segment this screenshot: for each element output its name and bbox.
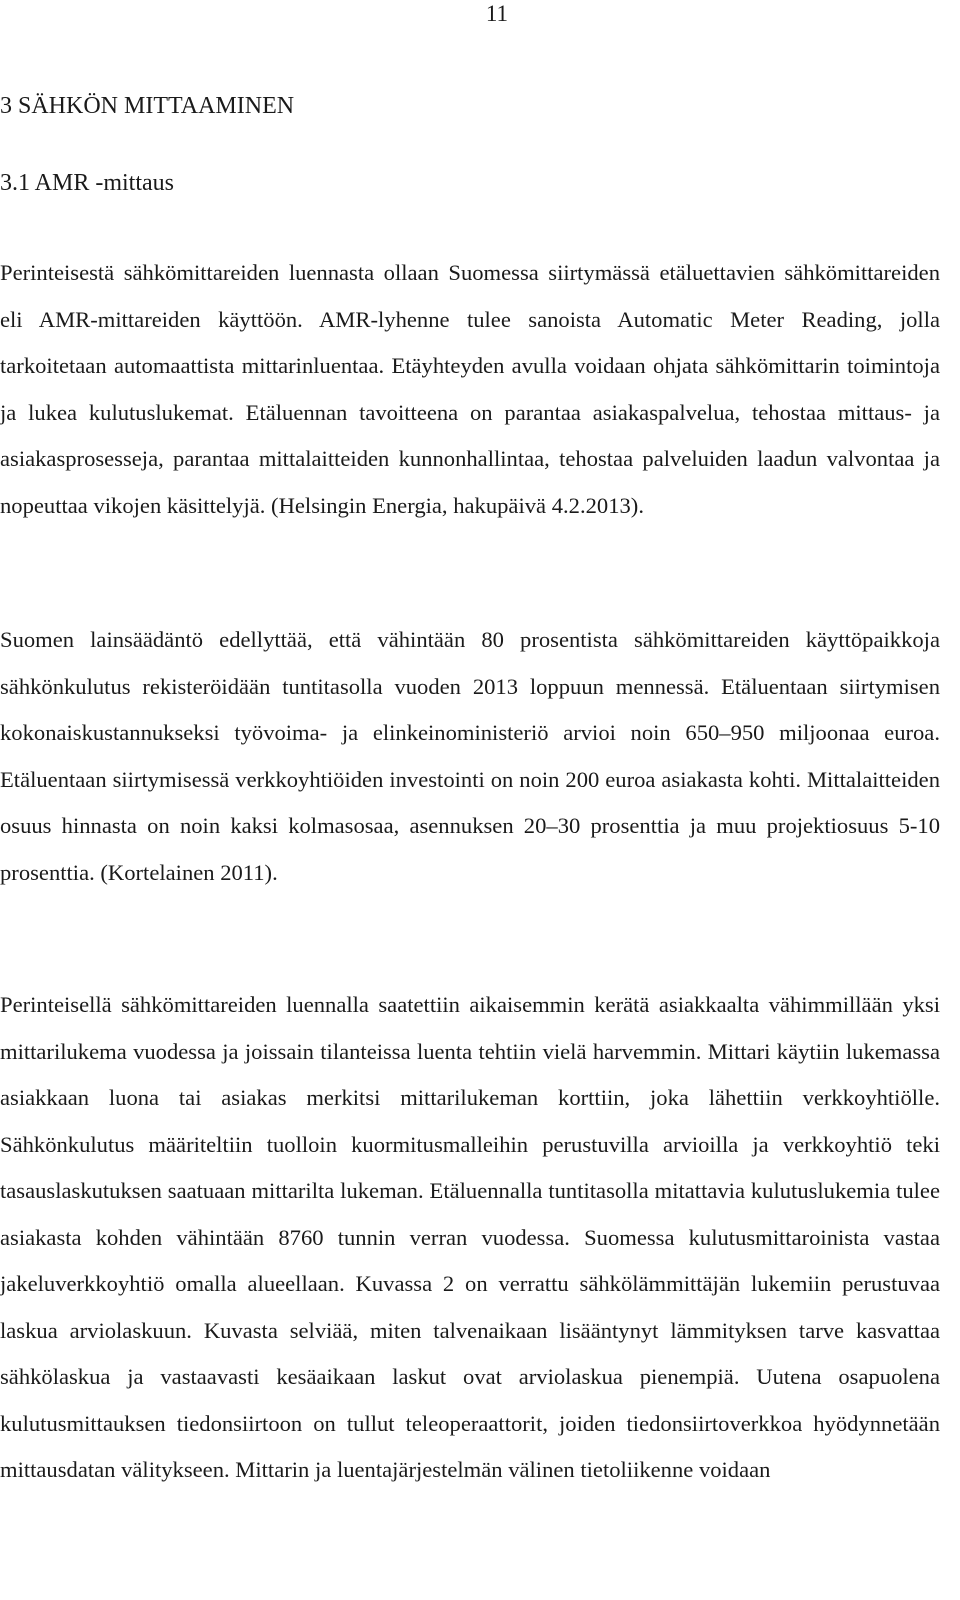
paragraph-amr-intro: Perinteisestä sähkömittareiden luennasta ollaan Suomessa siirtymässä etäluettavien sähkömittareiden eli AMR-mittareiden käyttöön. AMR-lyhenne tulee sanoista Automatic Meter Reading, jolla tarkoitetaan automaattista mittarinluentaa. Etäyhteyden avulla voidaan ohjata sähkömittarin toimintoja ja lukea kulutuslukemat. Etäluennan tavoitteena on parantaa asiakaspalvelua, tehostaa mittaus- ja asiakasprosesseja, parantaa mittalaitteiden kunnonhallintaa, tehostaa palveluiden laadun valvontaa ja nopeuttaa vikojen käsittelyjä. (Helsingin Energia, hakupäivä 4.2.2013). <box>0 260 940 518</box>
section-heading: 3.1 AMR -mittaus <box>0 170 175 196</box>
page-number: 11 <box>485 1 508 26</box>
chapter-heading: 3 SÄHKÖN MITTAAMINEN <box>0 93 295 119</box>
paragraph-traditional-reading: Perinteisellä sähkömittareiden luennalla saatettiin aikaisemmin kerätä asiakkaalta vähimmillään yksi mittarilukema vuodessa ja joissain tilanteissa luenta tehtiin vielä harvemmin. Mittari käytiin lukemassa asiakkaan luona tai asiakas merkitsi mittarilukeman korttiin, joka lähettiin verkkoyhtiölle. Sähkönkulutus määriteltiin tuolloin kuormitusmalleihin perustuvilla arvioilla ja verkkoyhtiö teki tasauslaskutuksen saatuaan mittarilta lukeman. Etäluennalla tuntitasolla mitattavia kulutuslukemia tulee asiakasta kohden vähintään 8760 tunnin verran vuodessa. Suomessa kulutusmittaroinista vastaa jakeluverkkoyhtiö omalla alueellaan. Kuvassa 2 on verrattu sähkölämmittäjän lukemiin perustuvaa laskua arviolaskuun. Kuvasta selviää, miten talvenaikaan lisääntynyt lämmityksen tarve kasvattaa sähkölaskua ja vastaavasti kesäaikaan laskut ovat arviolaskua pienempiä. Uutena osapuolena kulutusmittauksen tiedonsiirtoon on tullut teleoperaattorit, joiden tiedonsiirtoverkkoa hyödynnetään mittausdatan välitykseen. Mittarin ja luentajärjestelmän välinen tietoliikenne voidaan <box>0 992 940 1482</box>
paragraph-legislation: Suomen lainsäädäntö edellyttää, että vähintään 80 prosentista sähkömittareiden käyttöpaikkoja sähkönkulutus rekisteröidään tuntitasolla vuoden 2013 loppuun mennessä. Etäluentaan siirtymisen kokonaiskustannukseksi työvoima- ja elinkeinoministeriö arvioi noin 650–950 miljoonaa euroa. Etäluentaan siirtymisessä verkkoyhtiöiden investointi on noin 200 euroa asiakasta kohti. Mittalaitteiden osuus hinnasta on noin kaksi kolmasosaa, asennuksen 20–30 prosenttia ja muu projektiosuus 5-10 prosenttia. (Kortelainen 2011). <box>0 627 940 885</box>
